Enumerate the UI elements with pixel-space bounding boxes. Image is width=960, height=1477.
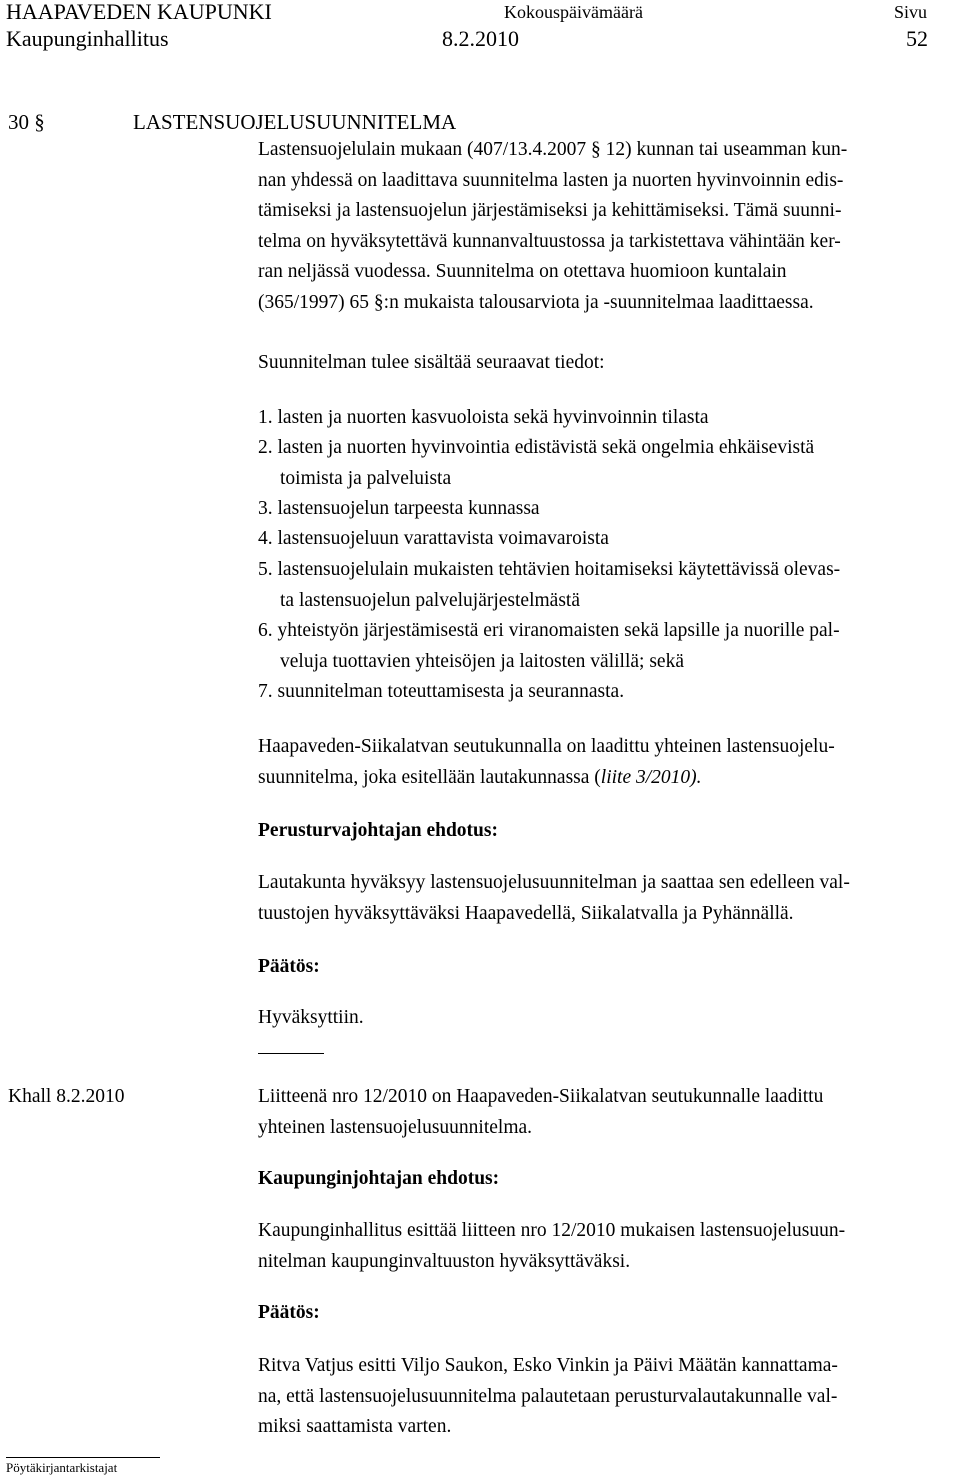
decision-text: Hyväksyttiin. [258,1007,364,1028]
proposal-heading: Perusturvajohtajan ehdotus: [258,820,498,841]
proposal-paragraph: Lautakunta hyväksyy lastensuojelusuunnitelman ja saattaa sen edelleen val- tuustojen hyväksyttäväksi Haapavedellä, Siikalatvalla ja Pyhännällä. [258,872,850,924]
decision2-heading: Päätös: [258,1302,320,1323]
decision-heading: Päätös: [258,956,320,977]
header-body: Kaupunginhallitus [6,26,169,51]
khall-paragraph: Liitteenä nro 12/2010 on Haapaveden-Siikalatvan seutukunnalle laadittu yhteinen lastensuojelusuunnitelma. [258,1086,824,1138]
list-item: 6. yhteistyön järjestämisestä eri viranomaisten sekä lapsille ja nuorille pal- veluja tuottavien yhteisöjen ja laitosten välillä; sekä [258,620,840,672]
mayor-proposal-paragraph: Kaupunginhallitus esittää liitteen nro 12/2010 mukaisen lastensuojelusuun- nitelman kaupunginvaltuuston hyväksyttäväksi. [258,1220,846,1272]
decision2-paragraph: Ritva Vatjus esitti Viljo Saukon, Esko Vinkin ja Päivi Määtän kannattama- na, että lastensuojelusuunnitelma palautetaan perusturvalautakunnalle val- miksi saattamista varten. [258,1355,838,1437]
intro-paragraph [258,135,958,318]
mayor-proposal-heading: Kaupunginjohtajan ehdotus: [258,1168,500,1189]
section-title: LASTENSUOJELUSUUNNITELMA [133,110,457,134]
intro-line: tämiseksi ja lastensuojelun järjestämiseksi ja kehittämiseksi. Tämä suunni- [258,200,842,221]
separator-line [258,1053,324,1054]
header-page-number: 52 [906,26,928,51]
intro-line: nan yhdessä on laadittava suunnitelma lasten ja nuorten hyvinvoinnin edis- [258,169,844,191]
list-item: 3. lastensuojelun tarpeesta kunnassa [258,498,540,519]
list-item: 7. suunnitelman toteuttamisesta ja seurannasta. [258,681,625,702]
intro-line: Lastensuojelulain mukaan (407/13.4.2007 § 12) kunnan tai useamman kun- [258,139,848,160]
footer-rule [6,1457,160,1458]
list-item: 5. lastensuojelulain mukaisten tehtävien hoitamiseksi käytettävissä olevas- ta lastensuojelun palvelujärjestelmästä [258,559,841,611]
intro-line: (365/1997) 65 §:n mukaista talousarviota ja -suunnitelmaa laadittaessa. [258,291,814,313]
list-item: 4. lastensuojeluun varattavista voimavaroista [258,528,609,549]
regional-paragraph: Haapaveden-Siikalatvan seutukunnalla on laadittu yhteinen lastensuojelu- suunnitelma, joka esitellään lautakunnassa (liite 3/2010). [258,736,835,788]
contents-intro: Suunnitelman tulee sisältää seuraavat tiedot: [258,352,605,373]
section-number: 30 § [8,110,45,134]
khall-label: Khall 8.2.2010 [8,1086,125,1107]
list-item: 2. lasten ja nuorten hyvinvointia edistävistä sekä ongelmia ehkäisevistä toimista ja palveluista [258,437,815,489]
header-org: HAAPAVEDEN KAUPUNKI [6,0,272,24]
header-page-label: Sivu [894,2,928,22]
list-item: 1. lasten ja nuorten kasvuoloista sekä hyvinvoinnin tilasta [258,407,709,428]
intro-line: telma on hyväksytettävä kunnanvaltuustossa ja tarkistettava vähintään ker- [258,230,841,252]
intro-line: ran neljässä vuodessa. Suunnitelma on otettava huomioon kuntalain [258,261,787,282]
footer-label: Pöytäkirjantarkistajat [6,1460,118,1475]
header-date-label: Kokouspäivämäärä [504,2,643,22]
header-date: 8.2.2010 [442,26,519,51]
